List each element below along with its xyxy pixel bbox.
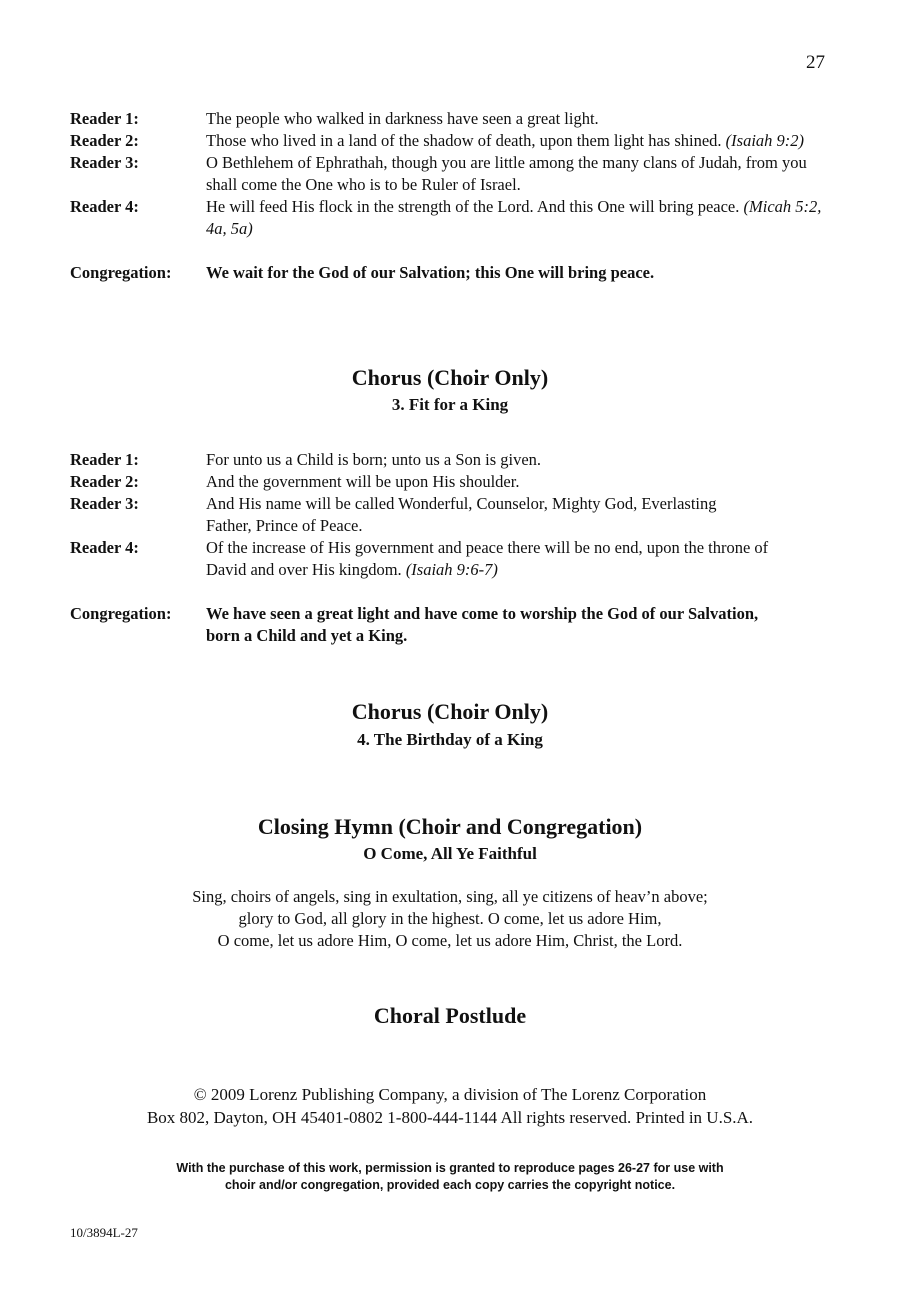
reading-section-2 xyxy=(70,449,830,647)
reader-row xyxy=(70,471,830,493)
congregation-response: We wait for the God of our Salvation; this One will bring peace. xyxy=(206,263,655,282)
reading-text: Those who lived in a land of the shadow of death, upon them light has shined. (Isaiah 9:2) xyxy=(206,131,805,150)
reading-section-1 xyxy=(70,108,830,284)
postlude-title: Choral Postlude xyxy=(373,1003,527,1028)
permission-notice xyxy=(0,1160,900,1194)
speaker-label: Congregation: xyxy=(70,604,172,623)
reading-text: And His name will be called Wonderful, Counselor, Mighty God, Everlasting Father, Prince of Peace. xyxy=(206,494,717,535)
chorus-3-title: Chorus (Choir Only) xyxy=(351,365,549,390)
copyright-notice xyxy=(0,1083,900,1129)
scripture-citation: (Micah 5:2, 4a, 5a) xyxy=(206,197,822,238)
scripture-citation: (Isaiah 9:2) xyxy=(725,131,805,150)
reader-row xyxy=(70,108,830,130)
congregation-response: We have seen a great light and have come to worship the God of our Salvation, born a Child and yet a King. xyxy=(206,604,759,645)
speaker-label: Reader 2: xyxy=(70,472,139,491)
closing-hymn-subtitle: O Come, All Ye Faithful xyxy=(363,844,537,863)
closing-hymn-title: Closing Hymn (Choir and Congregation) xyxy=(257,814,643,839)
chorus-3-subtitle: 3. Fit for a King xyxy=(391,395,509,414)
speaker-label: Reader 4: xyxy=(70,538,139,557)
congregation-row xyxy=(70,262,830,284)
reader-row xyxy=(70,449,830,471)
reading-text: He will feed His flock in the strength of the Lord. And this One will bring peace. (Micah 5:2, 4a, 5a) xyxy=(206,197,822,238)
reading-text: And the government will be upon His shoulder. xyxy=(206,472,520,491)
reading-text: Of the increase of His government and peace there will be no end, upon the throne of David and over His kingdom. (Isaiah 9:6-7) xyxy=(206,538,769,579)
product-code: 10/3894L-27 xyxy=(70,1225,138,1240)
congregation-row xyxy=(70,603,830,647)
speaker-label: Reader 1: xyxy=(70,450,139,469)
hymn-lyrics xyxy=(0,886,900,952)
reading-text: For unto us a Child is born; unto us a Son is given. xyxy=(206,450,542,469)
lyric-line: glory to God, all glory in the highest. O come, let us adore Him, xyxy=(238,909,662,928)
scripture-citation: (Isaiah 9:6-7) xyxy=(405,560,498,579)
speaker-label: Reader 3: xyxy=(70,494,139,513)
reader-row xyxy=(70,130,830,152)
speaker-label: Congregation: xyxy=(70,263,172,282)
reader-row xyxy=(70,152,830,196)
permission-line: With the purchase of this work, permission is granted to reproduce pages 26-27 for use with xyxy=(176,1161,724,1175)
copyright-line: © 2009 Lorenz Publishing Company, a division of The Lorenz Corporation xyxy=(193,1085,707,1104)
reader-row xyxy=(70,493,830,537)
reading-text: The people who walked in darkness have seen a great light. xyxy=(206,109,599,128)
speaker-label: Reader 3: xyxy=(70,153,139,172)
reader-row xyxy=(70,196,830,240)
chorus-4-subtitle: 4. The Birthday of a King xyxy=(357,730,543,749)
page-number: 27 xyxy=(806,52,825,73)
reading-text: O Bethlehem of Ephrathah, though you are little among the many clans of Judah, from you shall come the One who is to be Ruler of Israel. xyxy=(206,153,807,194)
lyric-line: O come, let us adore Him, O come, let us adore Him, Christ, the Lord. xyxy=(217,931,683,950)
reader-row xyxy=(70,537,830,581)
copyright-line: Box 802, Dayton, OH 45401-0802 1-800-444-1144 All rights reserved. Printed in U.S.A. xyxy=(146,1108,754,1127)
lyric-line: Sing, choirs of angels, sing in exultation, sing, all ye citizens of heav’n above; xyxy=(192,887,708,906)
speaker-label: Reader 1: xyxy=(70,109,139,128)
speaker-label: Reader 2: xyxy=(70,131,139,150)
permission-line: choir and/or congregation, provided each copy carries the copyright notice. xyxy=(224,1178,676,1192)
chorus-4-title: Chorus (Choir Only) xyxy=(351,699,549,724)
speaker-label: Reader 4: xyxy=(70,197,139,216)
